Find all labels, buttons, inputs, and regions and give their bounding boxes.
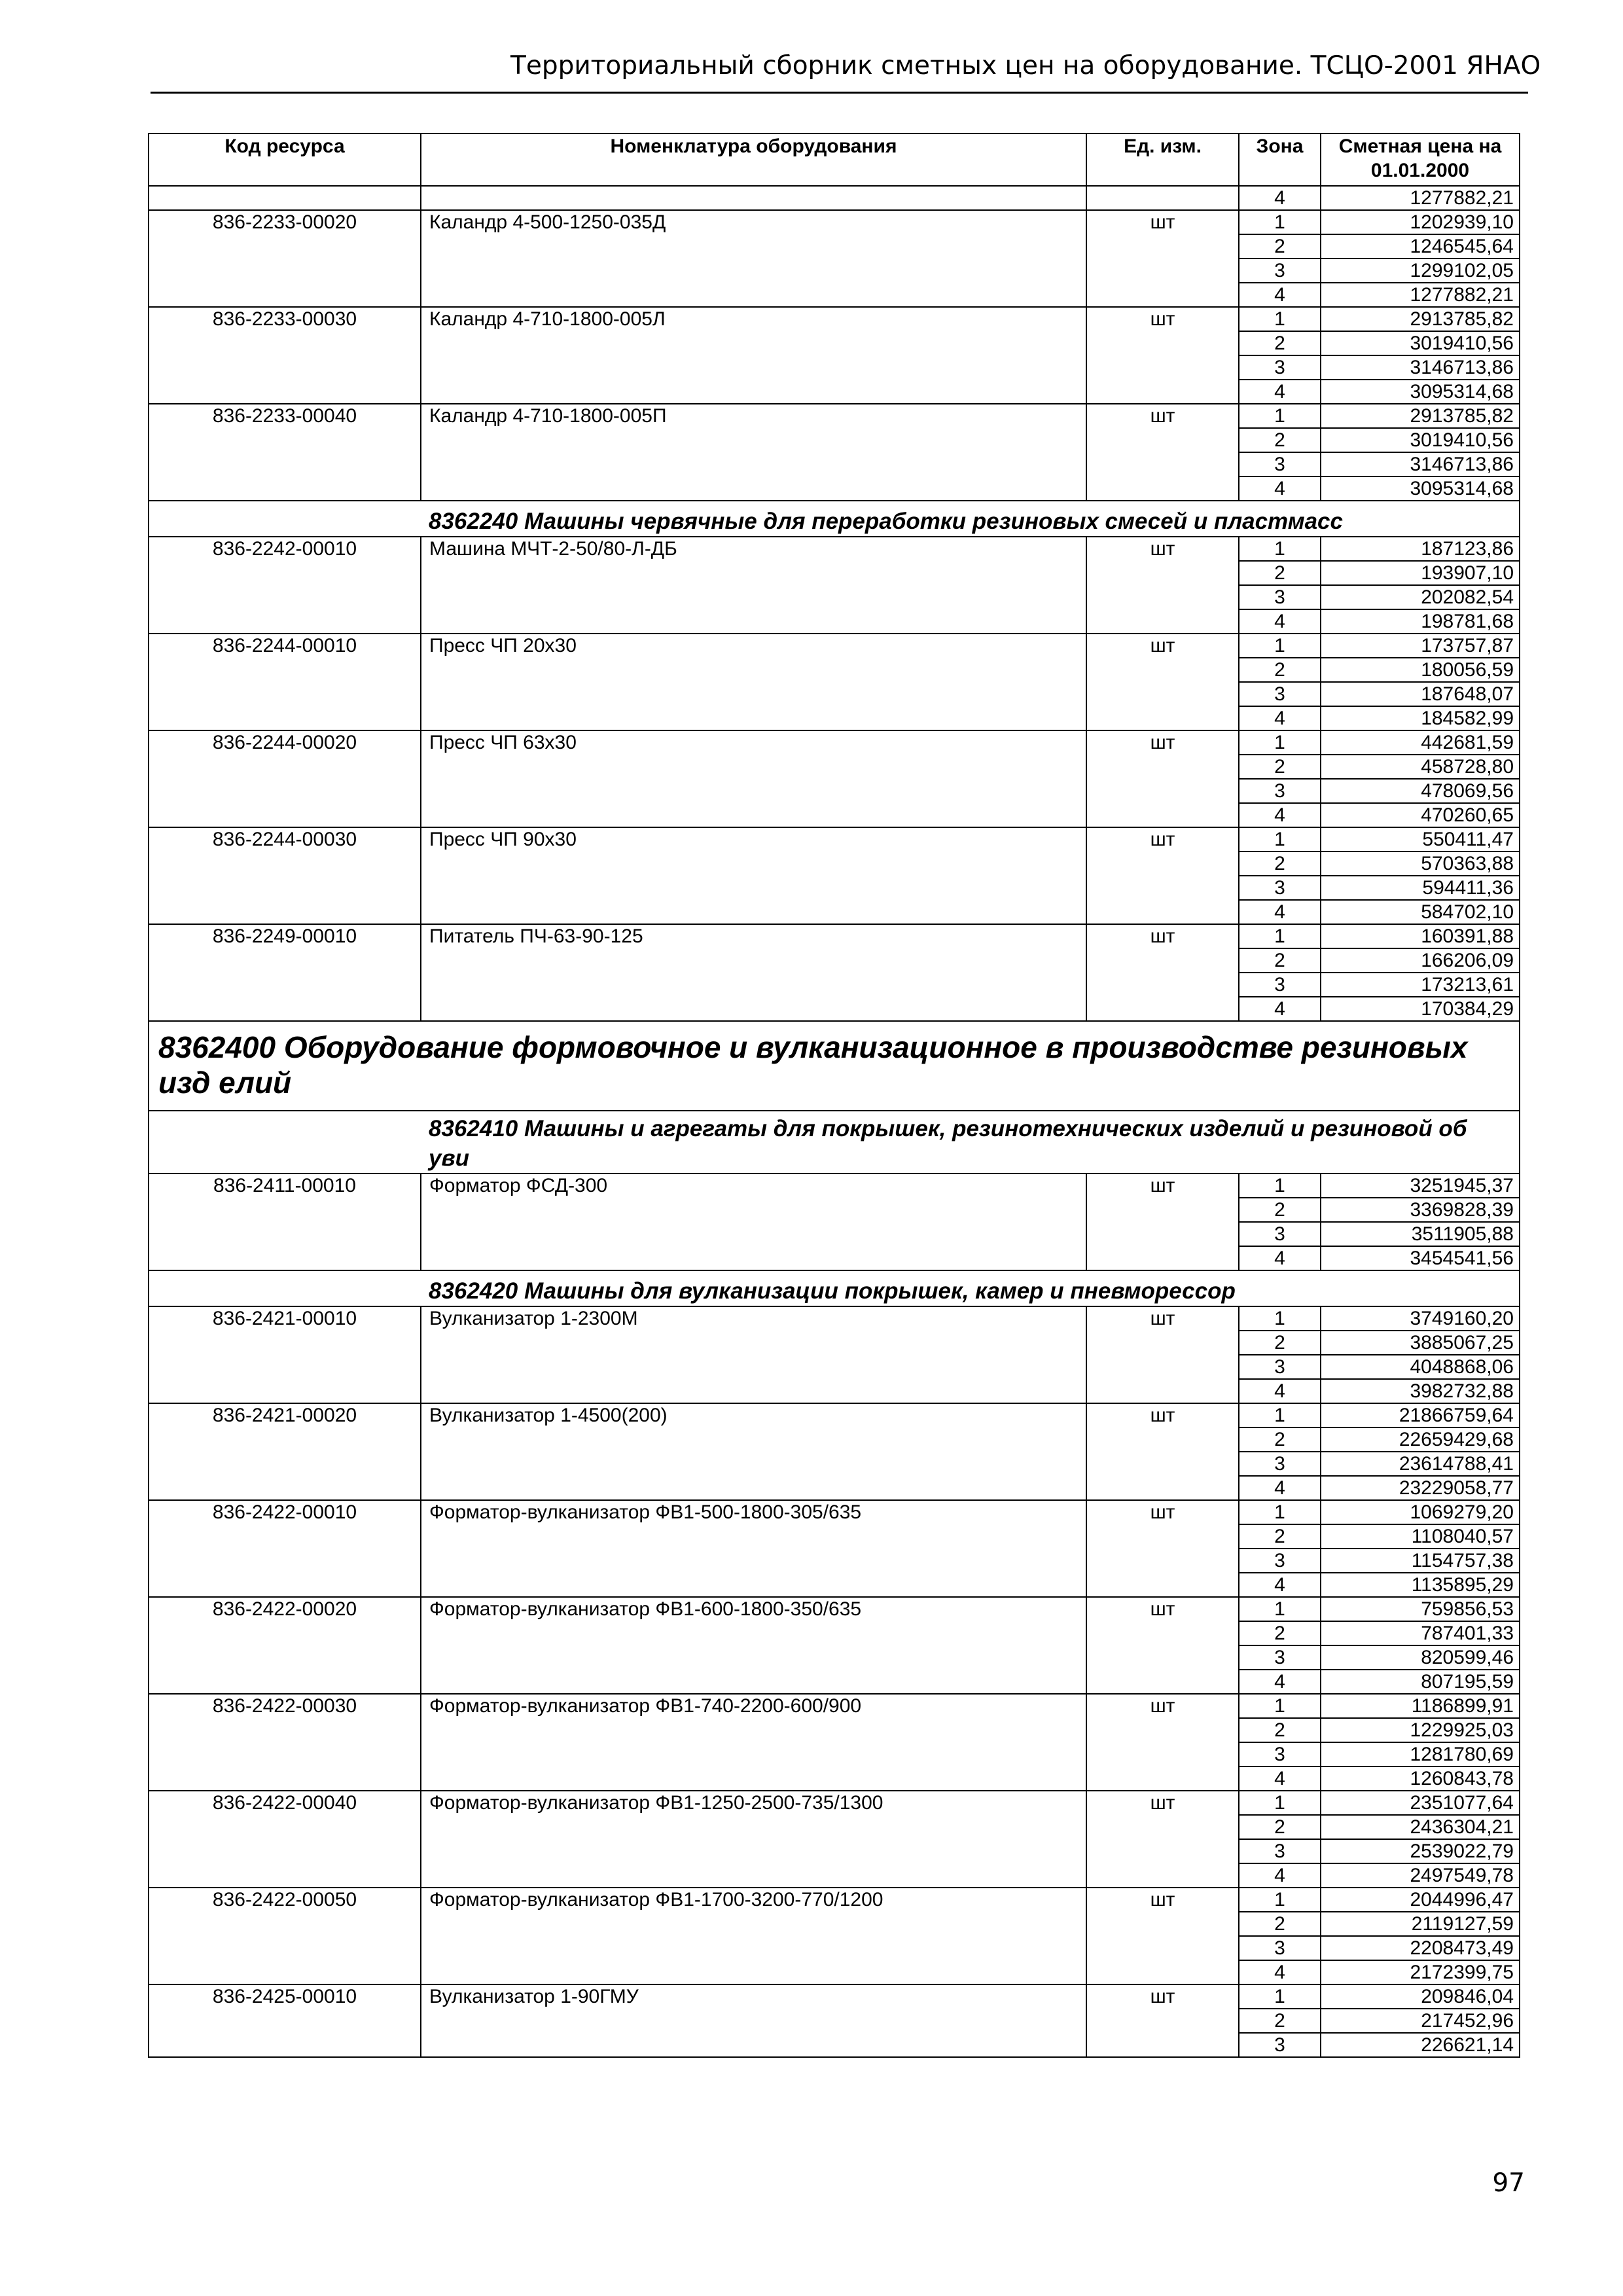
estimated-price: 1135895,29 — [1321, 1573, 1520, 1597]
estimated-price: 166206,09 — [1321, 948, 1520, 973]
zone: 1 — [1239, 1306, 1321, 1331]
table-row — [149, 1791, 1520, 1815]
resource-code: 836-2244-00030 — [149, 827, 421, 924]
zone: 3 — [1239, 1936, 1321, 1960]
zone: 4 — [1239, 609, 1321, 634]
zone: 2 — [1239, 234, 1321, 259]
zone: 3 — [1239, 1645, 1321, 1670]
resource-code: 836-2421-00010 — [149, 1306, 421, 1403]
estimated-price: 2913785,82 — [1321, 404, 1520, 428]
column-header-unit: Ед. изм. — [1086, 134, 1239, 186]
unit: шт — [1086, 1597, 1239, 1694]
zone: 3 — [1239, 682, 1321, 706]
unit: шт — [1086, 1984, 1239, 2057]
estimated-price: 2044996,47 — [1321, 1888, 1520, 1912]
zone: 2 — [1239, 948, 1321, 973]
equipment-name — [421, 186, 1086, 210]
table-row — [149, 1597, 1520, 1621]
estimated-price: 22659429,68 — [1321, 1427, 1520, 1452]
subsection-row — [149, 501, 1520, 537]
zone: 3 — [1239, 1742, 1321, 1767]
estimated-price: 584702,10 — [1321, 900, 1520, 924]
equipment-name: Форматор ФСД-300 — [421, 1174, 1086, 1270]
unit: шт — [1086, 1888, 1239, 1984]
equipment-name: Форматор-вулканизатор ФВ1-1250-2500-735/1300 — [421, 1791, 1086, 1888]
zone: 4 — [1239, 1573, 1321, 1597]
zone: 3 — [1239, 1222, 1321, 1246]
estimated-price: 23229058,77 — [1321, 1476, 1520, 1500]
zone: 4 — [1239, 900, 1321, 924]
equipment-name: Вулканизатор 1-90ГМУ — [421, 1984, 1086, 2057]
zone: 3 — [1239, 1452, 1321, 1476]
estimated-price: 1202939,10 — [1321, 210, 1520, 234]
estimated-price: 759856,53 — [1321, 1597, 1520, 1621]
estimated-price: 3095314,68 — [1321, 476, 1520, 501]
resource-code: 836-2422-00020 — [149, 1597, 421, 1694]
equipment-name: Машина МЧТ-2-50/80-Л-ДБ — [421, 537, 1086, 634]
unit: шт — [1086, 730, 1239, 827]
estimated-price: 1246545,64 — [1321, 234, 1520, 259]
unit: шт — [1086, 1500, 1239, 1597]
page-number: 97 — [1492, 2168, 1525, 2198]
estimated-price: 1154757,38 — [1321, 1549, 1520, 1573]
equipment-name: Форматор-вулканизатор ФВ1-1700-3200-770/1200 — [421, 1888, 1086, 1984]
equipment-name: Каландр 4-710-1800-005П — [421, 404, 1086, 501]
zone: 1 — [1239, 210, 1321, 234]
estimated-price: 226621,14 — [1321, 2033, 1520, 2057]
zone: 4 — [1239, 476, 1321, 501]
estimated-price: 198781,68 — [1321, 609, 1520, 634]
estimated-price: 1260843,78 — [1321, 1767, 1520, 1791]
equipment-name: Пресс ЧП 20х30 — [421, 634, 1086, 730]
zone: 2 — [1239, 1427, 1321, 1452]
estimated-price: 570363,88 — [1321, 852, 1520, 876]
estimated-price: 3095314,68 — [1321, 380, 1520, 404]
zone: 2 — [1239, 331, 1321, 355]
table-row — [149, 730, 1520, 755]
estimated-price: 807195,59 — [1321, 1670, 1520, 1694]
zone: 3 — [1239, 355, 1321, 380]
unit: шт — [1086, 307, 1239, 404]
table-row — [149, 827, 1520, 852]
column-header-code: Код ресурса — [149, 134, 421, 186]
zone: 3 — [1239, 1549, 1321, 1573]
table-row — [149, 1403, 1520, 1427]
equipment-name: Форматор-вулканизатор ФВ1-740-2200-600/900 — [421, 1694, 1086, 1791]
zone: 2 — [1239, 1912, 1321, 1936]
table-row — [149, 404, 1520, 428]
equipment-name: Каландр 4-710-1800-005Л — [421, 307, 1086, 404]
estimated-price: 3146713,86 — [1321, 452, 1520, 476]
resource-code: 836-2244-00020 — [149, 730, 421, 827]
page-header-title: Территориальный сборник сметных цен на оборудование. ТСЦО-2001 ЯНАО — [510, 51, 1541, 81]
section-title: 8362400 Оборудование формовочное и вулканизационное в производстве резиновых изд елий — [149, 1021, 1520, 1111]
table-header-row — [149, 134, 1520, 186]
zone: 4 — [1239, 186, 1321, 210]
resource-code: 836-2422-00040 — [149, 1791, 421, 1888]
resource-code: 836-2411-00010 — [149, 1174, 421, 1270]
estimated-price: 184582,99 — [1321, 706, 1520, 730]
zone: 1 — [1239, 634, 1321, 658]
resource-code: 836-2244-00010 — [149, 634, 421, 730]
estimated-price: 2497549,78 — [1321, 1863, 1520, 1888]
estimated-price: 787401,33 — [1321, 1621, 1520, 1645]
zone: 4 — [1239, 1767, 1321, 1791]
estimated-price: 3885067,25 — [1321, 1331, 1520, 1355]
table-row — [149, 186, 1520, 210]
estimated-price: 187648,07 — [1321, 682, 1520, 706]
zone: 1 — [1239, 537, 1321, 561]
zone: 1 — [1239, 1984, 1321, 2009]
table-row — [149, 634, 1520, 658]
zone: 2 — [1239, 1621, 1321, 1645]
equipment-name: Питатель ПЧ-63-90-125 — [421, 924, 1086, 1021]
estimated-price: 2436304,21 — [1321, 1815, 1520, 1839]
table-row — [149, 1306, 1520, 1331]
estimated-price: 550411,47 — [1321, 827, 1520, 852]
estimated-price: 820599,46 — [1321, 1645, 1520, 1670]
resource-code — [149, 186, 421, 210]
zone: 4 — [1239, 1476, 1321, 1500]
estimated-price: 173757,87 — [1321, 634, 1520, 658]
estimated-price: 2208473,49 — [1321, 1936, 1520, 1960]
estimated-price: 3019410,56 — [1321, 331, 1520, 355]
table-row — [149, 210, 1520, 234]
zone: 3 — [1239, 2033, 1321, 2057]
table-row — [149, 307, 1520, 331]
estimated-price: 3019410,56 — [1321, 428, 1520, 452]
resource-code: 836-2425-00010 — [149, 1984, 421, 2057]
estimated-price: 202082,54 — [1321, 585, 1520, 609]
zone: 4 — [1239, 380, 1321, 404]
price-table — [148, 133, 1520, 2058]
estimated-price: 3749160,20 — [1321, 1306, 1520, 1331]
estimated-price: 2539022,79 — [1321, 1839, 1520, 1863]
estimated-price: 3982732,88 — [1321, 1379, 1520, 1403]
table-row — [149, 537, 1520, 561]
estimated-price: 1277882,21 — [1321, 283, 1520, 307]
zone: 1 — [1239, 1694, 1321, 1718]
estimated-price: 3369828,39 — [1321, 1198, 1520, 1222]
estimated-price: 1281780,69 — [1321, 1742, 1520, 1767]
zone: 4 — [1239, 1379, 1321, 1403]
zone: 4 — [1239, 706, 1321, 730]
estimated-price: 1186899,91 — [1321, 1694, 1520, 1718]
zone: 1 — [1239, 307, 1321, 331]
table-row — [149, 1984, 1520, 2009]
resource-code: 836-2242-00010 — [149, 537, 421, 634]
estimated-price: 160391,88 — [1321, 924, 1520, 948]
subsection-spacer — [149, 1111, 421, 1174]
equipment-name: Форматор-вулканизатор ФВ1-500-1800-305/635 — [421, 1500, 1086, 1597]
unit: шт — [1086, 537, 1239, 634]
zone: 3 — [1239, 779, 1321, 803]
table-row — [149, 1500, 1520, 1524]
unit: шт — [1086, 1306, 1239, 1403]
zone: 3 — [1239, 1839, 1321, 1863]
zone: 1 — [1239, 1500, 1321, 1524]
estimated-price: 1299102,05 — [1321, 259, 1520, 283]
unit: шт — [1086, 924, 1239, 1021]
unit: шт — [1086, 1403, 1239, 1500]
zone: 4 — [1239, 803, 1321, 827]
estimated-price: 23614788,41 — [1321, 1452, 1520, 1476]
zone: 3 — [1239, 585, 1321, 609]
zone: 1 — [1239, 827, 1321, 852]
zone: 1 — [1239, 404, 1321, 428]
subsection-row — [149, 1270, 1520, 1306]
equipment-name: Пресс ЧП 90х30 — [421, 827, 1086, 924]
estimated-price: 3251945,37 — [1321, 1174, 1520, 1198]
estimated-price: 2172399,75 — [1321, 1960, 1520, 1984]
estimated-price: 209846,04 — [1321, 1984, 1520, 2009]
unit: шт — [1086, 634, 1239, 730]
resource-code: 836-2422-00010 — [149, 1500, 421, 1597]
unit: шт — [1086, 1174, 1239, 1270]
zone: 2 — [1239, 1815, 1321, 1839]
unit: шт — [1086, 404, 1239, 501]
estimated-price: 3146713,86 — [1321, 355, 1520, 380]
subsection-spacer — [149, 1270, 421, 1306]
estimated-price: 173213,61 — [1321, 973, 1520, 997]
unit: шт — [1086, 827, 1239, 924]
equipment-name: Вулканизатор 1-4500(200) — [421, 1403, 1086, 1500]
zone: 2 — [1239, 755, 1321, 779]
resource-code: 836-2233-00030 — [149, 307, 421, 404]
unit — [1086, 186, 1239, 210]
estimated-price: 3511905,88 — [1321, 1222, 1520, 1246]
resource-code: 836-2421-00020 — [149, 1403, 421, 1500]
estimated-price: 1108040,57 — [1321, 1524, 1520, 1549]
unit: шт — [1086, 1694, 1239, 1791]
estimated-price: 21866759,64 — [1321, 1403, 1520, 1427]
resource-code: 836-2233-00040 — [149, 404, 421, 501]
zone: 2 — [1239, 1524, 1321, 1549]
estimated-price: 594411,36 — [1321, 876, 1520, 900]
zone: 2 — [1239, 852, 1321, 876]
zone: 1 — [1239, 1403, 1321, 1427]
estimated-price: 1229925,03 — [1321, 1718, 1520, 1742]
zone: 3 — [1239, 876, 1321, 900]
estimated-price: 3454541,56 — [1321, 1246, 1520, 1270]
estimated-price: 2913785,82 — [1321, 307, 1520, 331]
zone: 2 — [1239, 658, 1321, 682]
zone: 4 — [1239, 997, 1321, 1021]
zone: 1 — [1239, 1888, 1321, 1912]
resource-code: 836-2422-00050 — [149, 1888, 421, 1984]
resource-code: 836-2422-00030 — [149, 1694, 421, 1791]
resource-code: 836-2233-00020 — [149, 210, 421, 307]
table-body — [149, 186, 1520, 2057]
table-row — [149, 924, 1520, 948]
zone: 2 — [1239, 1331, 1321, 1355]
zone: 4 — [1239, 1670, 1321, 1694]
table-row — [149, 1888, 1520, 1912]
header-divider — [151, 92, 1528, 94]
zone: 1 — [1239, 1791, 1321, 1815]
estimated-price: 4048868,06 — [1321, 1355, 1520, 1379]
zone: 3 — [1239, 1355, 1321, 1379]
estimated-price: 170384,29 — [1321, 997, 1520, 1021]
zone: 3 — [1239, 259, 1321, 283]
zone: 2 — [1239, 2009, 1321, 2033]
zone: 1 — [1239, 730, 1321, 755]
estimated-price: 442681,59 — [1321, 730, 1520, 755]
table-row — [149, 1694, 1520, 1718]
zone: 2 — [1239, 428, 1321, 452]
estimated-price: 1069279,20 — [1321, 1500, 1520, 1524]
estimated-price: 1277882,21 — [1321, 186, 1520, 210]
subsection-spacer — [149, 501, 421, 537]
zone: 3 — [1239, 452, 1321, 476]
unit: шт — [1086, 210, 1239, 307]
estimated-price: 2351077,64 — [1321, 1791, 1520, 1815]
zone: 4 — [1239, 1960, 1321, 1984]
estimated-price: 187123,86 — [1321, 537, 1520, 561]
column-header-zone: Зона — [1239, 134, 1321, 186]
equipment-name: Каландр 4-500-1250-035Д — [421, 210, 1086, 307]
equipment-name: Вулканизатор 1-2300М — [421, 1306, 1086, 1403]
resource-code: 836-2249-00010 — [149, 924, 421, 1021]
section-row — [149, 1021, 1520, 1111]
table-row — [149, 1174, 1520, 1198]
subsection-title: 8362240 Машины червячные для переработки резиновых смесей и пластмасс — [421, 501, 1520, 537]
subsection-row — [149, 1111, 1520, 1174]
zone: 1 — [1239, 1174, 1321, 1198]
estimated-price: 2119127,59 — [1321, 1912, 1520, 1936]
equipment-name: Форматор-вулканизатор ФВ1-600-1800-350/635 — [421, 1597, 1086, 1694]
estimated-price: 193907,10 — [1321, 561, 1520, 585]
zone: 3 — [1239, 973, 1321, 997]
estimated-price: 180056,59 — [1321, 658, 1520, 682]
zone: 4 — [1239, 1246, 1321, 1270]
equipment-name: Пресс ЧП 63х30 — [421, 730, 1086, 827]
zone: 2 — [1239, 1198, 1321, 1222]
zone: 1 — [1239, 924, 1321, 948]
zone: 2 — [1239, 1718, 1321, 1742]
zone: 2 — [1239, 561, 1321, 585]
subsection-title: 8362420 Машины для вулканизации покрышек, камер и пневморессор — [421, 1270, 1520, 1306]
zone: 4 — [1239, 283, 1321, 307]
unit: шт — [1086, 1791, 1239, 1888]
subsection-title: 8362410 Машины и агрегаты для покрышек, резинотехнических изделий и резиновой об уви — [421, 1111, 1520, 1174]
estimated-price: 217452,96 — [1321, 2009, 1520, 2033]
column-header-name: Номенклатура оборудования — [421, 134, 1086, 186]
estimated-price: 458728,80 — [1321, 755, 1520, 779]
column-header-price: Сметная цена на 01.01.2000 — [1321, 134, 1520, 186]
zone: 4 — [1239, 1863, 1321, 1888]
zone: 1 — [1239, 1597, 1321, 1621]
estimated-price: 478069,56 — [1321, 779, 1520, 803]
estimated-price: 470260,65 — [1321, 803, 1520, 827]
